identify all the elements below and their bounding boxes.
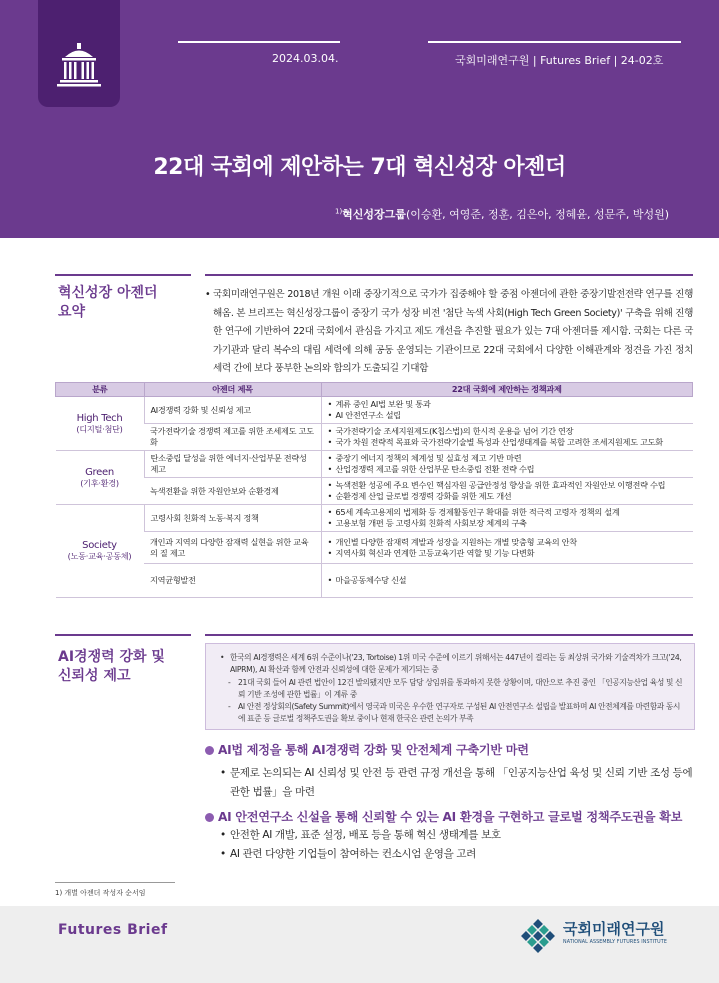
policy-tasks <box>321 532 693 564</box>
section-divider-left <box>55 634 191 636</box>
agenda-title: 고령사회 친화적 노동·복지 정책 <box>144 505 321 532</box>
col-header-agenda: 아젠더 제목 <box>144 383 321 397</box>
category-ko: (디지털·첨단) <box>76 423 123 434</box>
summary-bullet: • <box>205 289 211 300</box>
category-en: High Tech <box>76 412 123 424</box>
purple-dot-icon <box>205 746 214 755</box>
category-ko: (기후·환경) <box>80 477 119 488</box>
table-row <box>56 478 693 505</box>
list-item: • AI 관련 다양한 기업들이 참여하는 컨소시엄 운영을 고려 <box>220 845 693 864</box>
background-box-text <box>220 652 686 726</box>
task-item: • 개인별 다양한 잠재력 계발과 성장을 지원하는 개별 맞춤형 교육의 안착 <box>328 537 687 548</box>
category-ko: (노동·교육·공동체) <box>67 551 132 561</box>
brief-label: 국회미래연구원 | Futures Brief | 24-02호 <box>455 54 664 67</box>
header-divider-left <box>178 41 340 43</box>
summary-text <box>205 286 693 379</box>
box-sub-text: 21대 국회 들어 AI 관련 법안이 12건 발의됐지만 모두 담당 상임위를 통과하지 못한 상황이며, 대안으로 추진 중인 「인공지능산업 육성 및 신뢰 기반 조성에 관한 법률」이 계류 중 <box>238 677 683 699</box>
task-item: • 순환경제 산업 글로벌 경쟁력 강화를 위한 제도 개선 <box>328 491 687 502</box>
header-divider-right <box>428 41 681 43</box>
bullet: • <box>220 848 226 860</box>
agenda-title: 탄소중립 달성을 위한 에너지·산업부문 전략성 제고 <box>144 451 321 478</box>
category-en: Green <box>85 466 114 478</box>
assembly-building-icon <box>38 0 120 107</box>
footer-label: Futures Brief <box>58 922 168 938</box>
box-dash: - <box>228 702 231 712</box>
agenda-title: AI경쟁력 강화 및 신뢰성 제고 <box>144 397 321 424</box>
box-sub-item <box>220 701 686 726</box>
ai-law-paragraph <box>220 764 693 802</box>
table-row <box>56 451 693 478</box>
agenda-title: 개인과 지역의 다양한 잠재력 실현을 위한 교육의 질 제고 <box>144 532 321 564</box>
category-cell <box>56 505 145 598</box>
task-item: • 중장기 에너지 정책의 체계성 및 실효성 제고 기반 마련 <box>328 453 687 464</box>
issue-date: 2024.03.04. <box>272 52 339 65</box>
subheading-ai-law: AI법 제정을 통해 AI경쟁력 강화 및 안전체계 구축기반 마련 <box>205 741 529 758</box>
col-header-category: 분류 <box>56 383 145 397</box>
agenda-table <box>55 382 693 598</box>
task-item: • 고용보험 개편 등 고령사회 친화적 사회보장 체계의 구축 <box>328 518 687 529</box>
task-item: • 계류 중인 AI법 보완 및 통과 <box>328 399 687 410</box>
footnote: 1) 개별 아젠더 작성자 순서임 <box>55 889 146 897</box>
policy-tasks <box>321 564 693 598</box>
purple-dot-icon <box>205 813 214 822</box>
table-row <box>56 564 693 598</box>
box-sub-item <box>220 677 686 702</box>
institute-name-en: NATIONAL ASSEMBLY FUTURES INSTITUTE <box>563 940 667 945</box>
category-en: Society <box>82 540 117 551</box>
category-cell <box>56 451 145 505</box>
ai-institute-paragraph <box>220 826 693 864</box>
summary-body: 국회미래연구원은 2018년 개원 이래 중장기적으로 국가가 집중해야 할 중점 아젠더에 관한 중장기발전전략 연구를 진행해옴. 본 브리프는 혁신성장그룹이 중장기 국가 성장 비전 '첨단 녹색 사회(High Tech Green Society)' 구축을 위해 진행한 연구에 기반하여 22대 국회에서 관심을 가지고 제도 개선을 추진할 필요가 있는 7대 아젠더를 제시함. 국회는 다른 국가기관과 달리 복수의 대립 세력에 의해 공동 운영되는 기관이므로 22대 국회에서 다양한 이해관계와 정견을 가진 정치세력 간에 보다 풍부한 논의와 합의가 도출되길 기대함 <box>213 289 693 374</box>
authors <box>335 206 669 222</box>
footnote-divider <box>55 882 175 883</box>
bullet: • <box>220 767 226 779</box>
ai-title-line2: 신뢰성 제고 <box>58 668 131 684</box>
policy-tasks <box>321 478 693 505</box>
category-cell <box>56 397 145 451</box>
task-item: • 지역사회 혁신과 연계한 고등교육기관 역할 및 기능 다변화 <box>328 548 687 559</box>
section-divider-right <box>205 634 693 636</box>
table-row <box>56 397 693 424</box>
section-divider-left <box>55 274 191 276</box>
policy-tasks <box>321 424 693 451</box>
table-row <box>56 505 693 532</box>
col-header-tasks: 22대 국회에 제안하는 정책과제 <box>321 383 693 397</box>
task-item: • 국가 차원 전략적 목표와 국가전략기술별 특성과 산업생태계를 복합 고려한 조세지원제도 고도화 <box>328 437 687 448</box>
section-divider-right <box>205 274 693 276</box>
summary-title-line1: 혁신성장 아젠더 <box>58 285 158 301</box>
author-group: 혁신성장그룹 <box>342 208 406 221</box>
policy-tasks <box>321 505 693 532</box>
table-row <box>56 424 693 451</box>
box-main-text: 한국의 AI경쟁력은 세계 6위 수준이나('23, Tortoise) 1위 미국 수준에 이르기 위해서는 447년이 걸리는 등 최상위 국가와 기술격차가 크고('24, AIPRM), AI 확산과 함께 안전과 신뢰성에 대한 문제가 제기되는 중 <box>230 653 682 675</box>
institute-emblem-icon <box>517 915 559 957</box>
bullet: • <box>220 829 226 841</box>
ai-section-title <box>58 648 165 686</box>
table-row <box>56 532 693 564</box>
page-title: 22대 국회에 제안하는 7대 혁신성장 아젠더 <box>153 155 566 180</box>
subheading-ai-institute: AI 안전연구소 신설을 통해 신뢰할 수 있는 AI 환경을 구현하고 글로벌 정책주도권을 확보 <box>205 808 682 825</box>
task-item: • 녹색전환 성공에 주요 변수인 핵심자원 공급안정성 향상을 위한 효과적인 자원안보 이행전략 수립 <box>328 480 687 491</box>
institute-logo <box>517 915 559 961</box>
list-item: • 안전한 AI 개발, 표준 설정, 배포 등을 통해 혁신 생태계를 보호 <box>220 826 693 845</box>
task-item: • 마을공동체수당 신설 <box>328 575 687 586</box>
task-item: • 65세 계속고용제의 법제화 등 경제활동인구 확대를 위한 적극적 고령자 정책의 설계 <box>328 507 687 518</box>
box-sub-text: AI 안전 정상회의(Safety Summit)에서 영국과 미국은 우수한 연구자로 구성된 AI 안전연구소 설립을 발표하며 AI 안전체계를 마련함과 동시에 표준 등 글로벌 정책주도권을 확보 중이나 현재 한국은 관련 논의가 부족 <box>238 702 681 724</box>
institute-name: 국회미래연구원 <box>563 920 665 938</box>
task-item: • 국가전략기술 조세지원제도(K칩스법)의 한시적 운용을 넘어 기간 연장 <box>328 426 687 437</box>
box-bullet: • <box>220 653 225 662</box>
agenda-title: 녹색전환을 위한 자원안보와 순환경제 <box>144 478 321 505</box>
summary-section-title <box>58 284 158 322</box>
task-item: • AI 안전연구소 설립 <box>328 410 687 421</box>
box-dash: - <box>228 677 231 687</box>
box-main-item <box>220 652 686 677</box>
policy-tasks <box>321 451 693 478</box>
policy-tasks <box>321 397 693 424</box>
author-footnote-mark: 1) <box>334 207 343 216</box>
ai-title-line1: AI경쟁력 강화 및 <box>58 649 165 665</box>
table-header-row <box>56 383 693 397</box>
summary-title-line2: 요약 <box>58 304 86 320</box>
list-item: • 문제로 논의되는 AI 신뢰성 및 안전 등 관련 규정 개선을 통해 「인공지능산업 육성 및 신뢰 기반 조성 등에 관한 법률」을 마련 <box>220 764 693 802</box>
task-item: • 산업경쟁력 제고를 위한 산업부문 탄소중립 전환 전략 수립 <box>328 464 687 475</box>
national-assembly-logo <box>38 0 120 107</box>
agenda-title: 지역균형발전 <box>144 564 321 598</box>
agenda-title: 국가전략기술 경쟁력 제고를 위한 조세제도 고도화 <box>144 424 321 451</box>
author-names: (이승환, 여영준, 정훈, 김은아, 정혜윤, 성문주, 박성원) <box>405 208 669 221</box>
